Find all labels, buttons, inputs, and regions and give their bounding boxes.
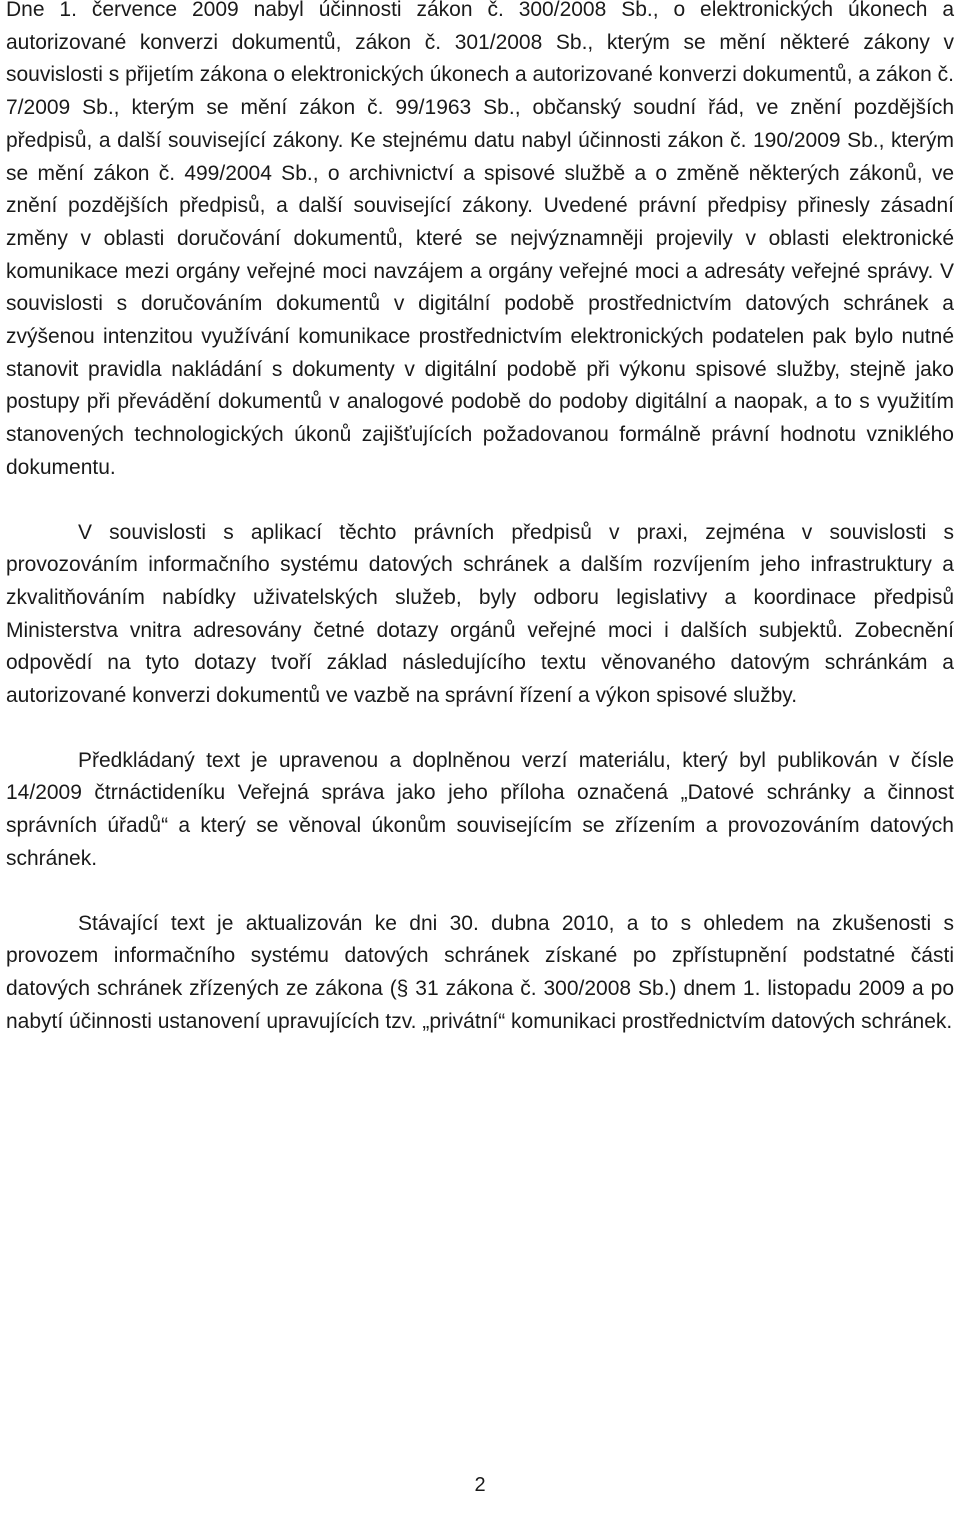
paragraph-current-update: Stávající text je aktualizován ke dni 30. dubna 2010, a to s ohledem na zkušenosti s provozem informačního systému datových schránek získané po zpřístupnění podstatné části datových schránek zřízených ze zákona (§ 31 zákona č. 300/2008 Sb.) dnem 1. listopadu 2009 a po nabytí účinnosti ustanovení upravujících tzv. „privátní“ komunikaci prostřednictvím datových schránek.: [6, 911, 954, 1033]
page-number: 2: [474, 1474, 486, 1496]
paragraph-application-practice: V souvislosti s aplikací těchto právních předpisů v praxi, zejména v souvislosti s provozováním informačního systému datových schránek a dalším rozvíjením jeho infrastruktury a zkvalitňováním nabídky uživatelských služeb, byly odboru legislativy a koordinace předpisů Ministerstva vnitra adresovány četné dotazy orgánů veřejné moci i dalších subjektů. Zobecnění odpovědí na tyto dotazy tvoří základ následujícího textu věnovaného datovým schránkám a autorizované konverzi dokumentů ve vazbě na správní řízení a výkon spisové služby.: [6, 520, 954, 708]
paragraph-laws-effective: Dne 1. července 2009 nabyl účinnosti zákon č. 300/2008 Sb., o elektronických úkonech a autorizované konverzi dokumentů, zákon č. 301/2008 Sb., kterým se mění některé zákony v souvislosti s přijetím zákona o elektronických úkonech a autorizované konverzi dokumentů, a zákon č. 7/2009 Sb., kterým se mění zákon č. 99/1963 Sb., občanský soudní řád, ve znění pozdějších předpisů, a další související zákony. Ke stejnému datu nabyl účinnosti zákon č. 190/2009 Sb., kterým se mění zákon č. 499/2004 Sb., o archivnictví a spisové službě a o změně některých zákonů, ve znění pozdějších předpisů, a další související zákony. Uvedené právní předpisy přinesly zásadní změny v oblasti doručování dokumentů, které se nejvýznamněji projevily v oblasti elektronické komunikace mezi orgány veřejné moci navzájem a orgány veřejné moci a adresáty veřejné správy. V souvislosti s doručováním dokumentů v digitální podobě prostřednictvím datových schránek a zvýšenou intenzitou využívání komunikace prostřednictvím elektronických podatelen pak bylo nutné stanovit pravidla nakládání s dokumenty v digitální podobě při výkonu spisové služby, stejně jako postupy při převádění dokumentů v analogové podobě do podoby digitální a naopak, a to s využitím stanovených technologických úkonů zajišťujících požadovanou formálně právní hodnotu vzniklého dokumentu.: [6, 0, 954, 479]
paragraph-revised-version: Předkládaný text je upravenou a doplněnou verzí materiálu, který byl publikován v čísle 14/2009 čtrnáctideníku Veřejná správa jako jeho příloha označená „Datové schránky a činnost správních úřadů“ a který se věnoval úkonům souvisejícím se zřízením a provozováním datových schránek.: [6, 748, 954, 870]
